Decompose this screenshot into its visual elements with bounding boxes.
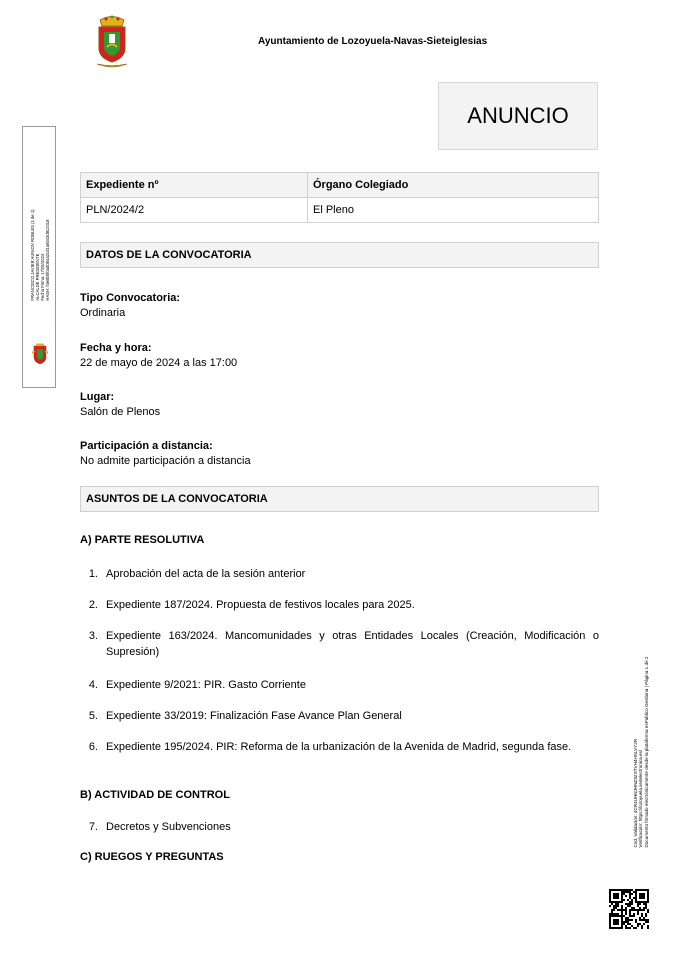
item-number: 2. [88, 599, 98, 611]
header-organo: Órgano Colegiado [308, 173, 599, 198]
field-fecha [80, 341, 237, 371]
table-row [81, 198, 599, 223]
table-header-row [81, 173, 599, 198]
item-text: Expediente 163/2024. Mancomunidades y otras Entidades Locales (Creación, Modificación o Supresión) [106, 630, 599, 658]
item-text: Aprobación del acta de la sesión anterior [106, 568, 306, 580]
item-text: Expediente 195/2024. PIR: Reforma de la urbanización de la Avenida de Madrid, segunda fase. [106, 741, 572, 753]
section-datos [80, 242, 599, 268]
cell-expediente: PLN/2024/2 [81, 198, 308, 223]
field-label: Lugar: [80, 391, 115, 403]
field-value: Ordinaria [80, 307, 126, 319]
section-title: ASUNTOS DE LA CONVOCATORIA [86, 493, 268, 505]
section-title: DATOS DE LA CONVOCATORIA [86, 249, 252, 261]
verification-line: Documento firmado electrónicamente desde la plataforma esPublico Gestiona | Página 1 de 2 [643, 656, 649, 848]
field-label: Participación a distancia: [80, 440, 213, 452]
document-type-label: ANUNCIO [467, 103, 569, 128]
qr-code-icon[interactable] [609, 889, 649, 929]
field-label: Tipo Convocatoria: [80, 292, 181, 304]
signature-line: FRANCISCO JAVIER AUNION ROBLES (1 de 1) [30, 209, 35, 301]
header-expediente: Expediente nº [81, 173, 308, 198]
item-number: 3. [88, 630, 98, 642]
signature-crest-icon [32, 343, 48, 365]
part-b-heading: B) ACTIVIDAD DE CONTROL [80, 789, 230, 801]
verification-text [633, 657, 649, 848]
item-number: 5. [88, 710, 98, 722]
signature-line: HASH: f4e8b0f0ad084a2cd1a9343d8c2418 [45, 219, 50, 301]
verification-line: Cód. Validación: 4CR4UHNJHNZ9ZSTVH4HSLVY2R [632, 738, 638, 848]
field-value: No admite participación a distancia [80, 455, 251, 467]
field-lugar [80, 390, 160, 420]
field-tipo [80, 291, 180, 321]
field-value: 22 de mayo de 2024 a las 17:00 [80, 357, 238, 369]
signature-text [30, 209, 50, 300]
field-participacion [80, 439, 251, 469]
signature-line: Fecha Firma: 17/05/2024 [40, 253, 45, 301]
field-label: Fecha y hora: [80, 342, 152, 354]
signature-line: ALCALDE PRESIDENTE [35, 253, 40, 301]
signature-stamp [22, 126, 56, 388]
cell-organo: El Pleno [308, 198, 599, 223]
field-value: Salón de Plenos [80, 406, 161, 418]
organization-name: Ayuntamiento de Lozoyuela-Navas-Sieteiglesias [258, 36, 488, 47]
item-number: 1. [88, 568, 98, 580]
verification-line: Verificación: https://lozoyuela.sedelectronica.es/ [638, 749, 644, 848]
item-number: 4. [88, 679, 98, 691]
expediente-table [80, 172, 599, 223]
municipal-crest-icon [94, 14, 130, 70]
part-a-heading: A) PARTE RESOLUTIVA [80, 534, 205, 546]
section-asuntos [80, 486, 599, 512]
item-text: Expediente 33/2019: Finalización Fase Avance Plan General [106, 710, 402, 722]
item-number: 7. [88, 821, 98, 833]
document-type-box [438, 82, 598, 150]
item-number: 6. [88, 741, 98, 753]
item-text: Expediente 9/2021: PIR. Gasto Corriente [106, 679, 306, 691]
part-c-heading: C) RUEGOS Y PREGUNTAS [80, 851, 224, 863]
item-text: Decretos y Subvenciones [106, 821, 231, 833]
item-text: Expediente 187/2024. Propuesta de festivos locales para 2025. [106, 599, 415, 611]
